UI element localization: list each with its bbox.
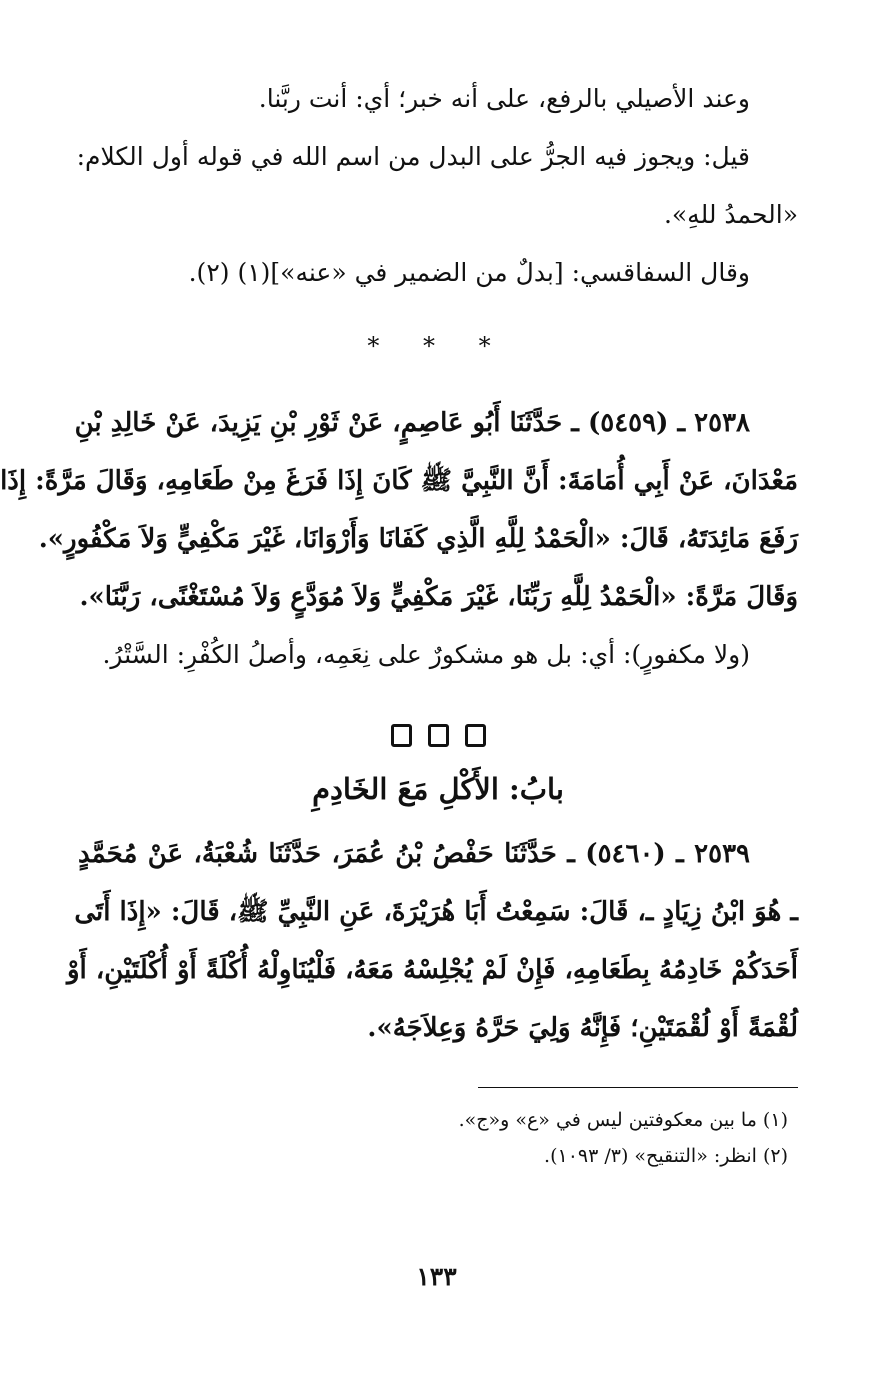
hadith-line: رَفَعَ مَائِدَتَهُ، قَالَ: «الْحَمْدُ لِلَّهِ الَّذِي كَفَانَا وَأَرْوَانَا، غَيْرَ مَكْفِيٍّ وَلاَ مَكْفُورٍ». bbox=[38, 524, 798, 554]
hadith-line: ـ هُوَ ابْنُ زِيَادٍ ـ، قَالَ: سَمِعْتُ أَبَا هُرَيْرَةَ، عَنِ النَّبِيِّ ﷺ، قَالَ: «إِذَا أَتَى bbox=[74, 897, 798, 927]
page-body bbox=[0, 70, 798, 1174]
footnote: (١) ما بين معكوفتين ليس في «ع» و«ج». bbox=[458, 1109, 788, 1131]
square-ornament bbox=[465, 724, 486, 747]
footnote-divider bbox=[478, 1087, 798, 1088]
section-separator-squares bbox=[78, 724, 798, 747]
hadith-line: ٢٥٣٨ ـ (٥٤٥٩) ـ حَدَّثَنَا أَبُو عَاصِمٍ، عَنْ ثَوْرِ بْنِ يَزِيدَ، عَنْ خَالِدِ بْنِ bbox=[74, 408, 750, 438]
intro-line: «الحمدُ للهِ». bbox=[663, 200, 798, 229]
section-separator-stars: * * * bbox=[367, 332, 509, 360]
intro-line: قيل: ويجوز فيه الجرُّ على البدل من اسم الله في قوله أول الكلام: bbox=[76, 142, 750, 171]
hadith-line: ٢٥٣٩ ـ (٥٤٦٠) ـ حَدَّثَنَا حَفْصُ بْنُ عُمَرَ، حَدَّثَنَا شُعْبَةُ، عَنْ مُحَمَّدٍ bbox=[78, 839, 750, 869]
commentary: (ولا مكفورٍ): أي: بل هو مشكورٌ على نِعَمِه، وأصلُ الكُفْرِ: السَّتْرُ. bbox=[102, 640, 750, 669]
hadith-line: مَعْدَانَ، عَنْ أَبِي أُمَامَةَ: أَنَّ النَّبِيَّ ﷺ كَانَ إِذَا فَرَغَ مِنْ طَعَامِهِ، وَقَالَ مَرَّةً: إِذَا bbox=[0, 466, 798, 496]
hadith-2539 bbox=[66, 825, 798, 1057]
square-ornament bbox=[391, 724, 412, 747]
intro-line: وقال السفاقسي: [بدلٌ من الضمير في «عنه»](١) (٢). bbox=[188, 258, 750, 287]
hadith-line: أَحَدَكُمْ خَادِمُهُ بِطَعَامِهِ، فَإِنْ لَمْ يُجْلِسْهُ مَعَهُ، فَلْيُنَاوِلْهُ أُكْلَةً أَوْ أُكْلَتَيْنِ، أَوْ bbox=[66, 955, 798, 985]
footnote: (٢) انظر: «التنقيح» (٣/ ١٠٩٣). bbox=[544, 1145, 788, 1167]
square-ornament bbox=[428, 724, 449, 747]
intro-line: وعند الأصيلي بالرفع، على أنه خبر؛ أي: أنت ربَّنا. bbox=[258, 84, 750, 113]
hadith-line: وَقَالَ مَرَّةً: «الْحَمْدُ لِلَّهِ رَبِّنَا، غَيْرَ مَكْفِيٍّ وَلاَ مُوَدَّعٍ وَلاَ مُسْتَغْنًى، رَبَّنَا». bbox=[79, 582, 798, 612]
page-number: ١٣٣ bbox=[416, 1262, 457, 1291]
hadith-line: لُقْمَةً أَوْ لُقْمَتَيْنِ؛ فَإِنَّهُ وَلِيَ حَرَّهُ وَعِلاَجَهُ». bbox=[367, 1013, 798, 1043]
chapter-title: بابُ: الأَكْلِ مَعَ الخَادِمِ bbox=[312, 772, 564, 806]
hadith-2538 bbox=[0, 394, 798, 626]
